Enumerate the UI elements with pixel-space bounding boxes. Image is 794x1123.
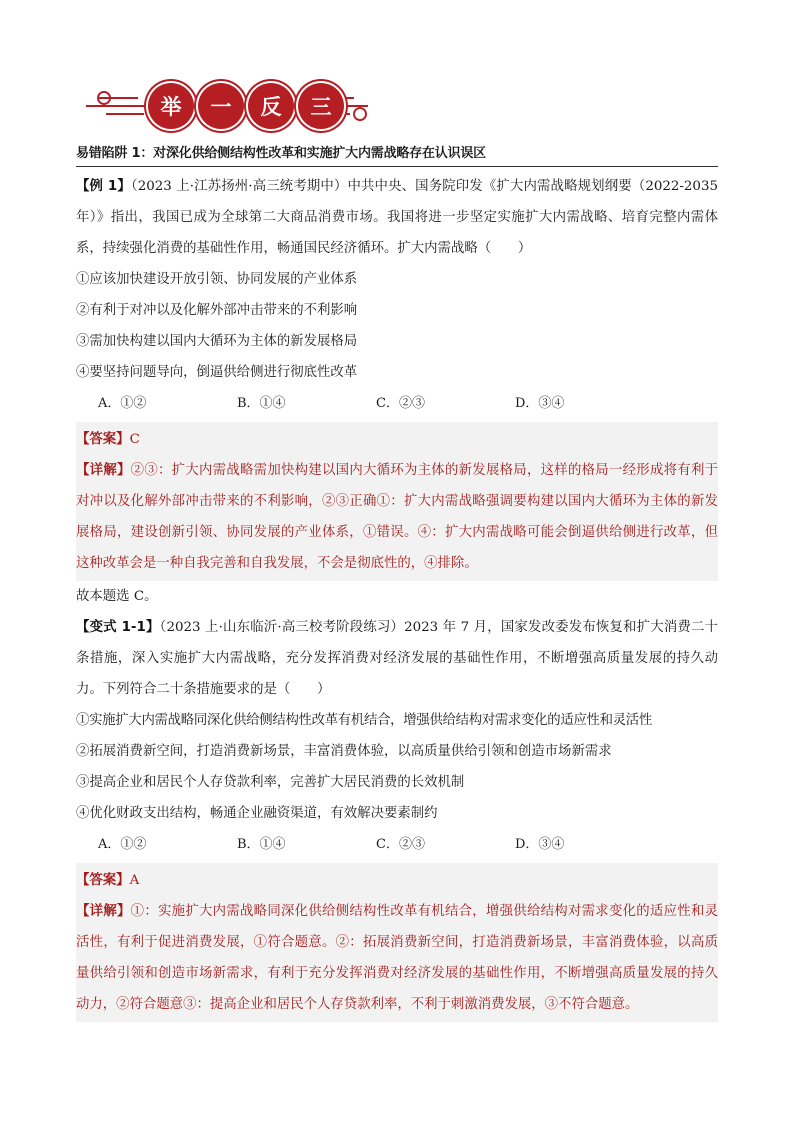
- variant-item-2: ②拓展消费新空间，打造消费新场景，丰富消费体验，以高质量供给引领和创造市场新需求: [76, 744, 612, 759]
- heading-divider: [76, 166, 718, 167]
- example-conclusion: 故本题选 C。: [76, 589, 158, 604]
- title-banner: [76, 78, 718, 134]
- variant-stem: [76, 612, 718, 705]
- variant-item-3: ③提高企业和居民个人存贷款利率，完善扩大居民消费的长效机制: [76, 775, 465, 790]
- example-option-a: A．①②: [98, 396, 147, 411]
- example-option-c: C．②③: [376, 396, 425, 411]
- document-page: [76, 78, 718, 1022]
- example-detail-tag: 【详解】: [76, 463, 131, 478]
- example-option-b: B．①④: [237, 396, 286, 411]
- variant-stem-text: （2023 上·山东临沂·高三校考阶段练习）2023 年 7 月，国家发改委发布恢复和扩大消费二十条措施，深入实施扩大内需战略，充分发挥消费对经济发展的基础性作用，不断增强高质量发展的持久动力。下列符合二十条措施要求的是（ ）: [76, 620, 718, 697]
- variant-option-b: B．①④: [237, 837, 286, 852]
- banner-char-4: 三: [298, 83, 344, 129]
- variant-item-4: ④优化财政支出结构，畅通企业融资渠道，有效解决要素制约: [76, 806, 438, 821]
- example-stem-text: （2023 上·江苏扬州·高三统考期中）中共中央、国务院印发《扩大内需战略规划纲要（2022-2035 年）》指出，我国已成为全球第二大商品消费市场。我国将进一步坚定实施扩大内需战略、培育完整内需体系，持续强化消费的基础性作用，畅通国民经济循环。扩大内需战略（ ）: [76, 179, 718, 256]
- section-heading: 易错陷阱 1：对深化供给侧结构性改革和实施扩大内需战略存在认识误区: [76, 146, 486, 161]
- example-item-1: ①应该加快建设开放引领、协同发展的产业体系: [76, 272, 358, 287]
- example-detail-text: ②③：扩大内需战略需加快构建以国内大循环为主体的新发展格局，这样的格局一经形成将有利于对冲以及化解外部冲击带来的不利影响，②③正确①：扩大内需战略强调要构建以国内大循环为主体的新发展格局，建设创新引领、协同发展的产业体系，①错误。④：扩大内需战略可能会倒逼供给侧进行改革，但这种改革会是一种自我完善和自我发展，不会是彻底性的，④排除。: [76, 463, 719, 571]
- example-stem: [76, 171, 718, 264]
- example-item-4: ④要坚持问题导向，倒逼供给侧进行彻底性改革: [76, 365, 358, 380]
- variant-detail-text: ①：实施扩大内需战略同深化供给侧结构性改革有机结合，增强供给结构对需求变化的适应性和灵活性，有利于促进消费发展，①符合题意。②：拓展消费新空间，打造消费新场景，丰富消费体验，以高质量供给引领和创造市场新需求，有利于充分发挥消费对经济发展的基础性作用，不断增强高质量发展的持久动力，②符合题意③：提高企业和居民个人存贷款利率，不利于刺激消费发展，③不符合题意。: [76, 904, 719, 1012]
- example-options: [76, 388, 718, 420]
- example-answer-block: [76, 422, 718, 581]
- example-option-d: D．③④: [515, 396, 565, 411]
- example-item-2: ②有利于对冲以及化解外部冲击带来的不利影响: [76, 303, 358, 318]
- example-answer-tag: 【答案】: [76, 432, 130, 447]
- variant-options: [76, 829, 718, 861]
- variant-tag: 【变式 1-1】: [76, 620, 160, 635]
- variant-detail: [76, 896, 718, 1020]
- variant-option-a: A．①②: [98, 837, 147, 852]
- variant-item-1: ①实施扩大内需战略同深化供给侧结构性改革有机结合，增强供给结构对需求变化的适应性和灵活性: [76, 713, 652, 728]
- variant-answer-tag: 【答案】: [76, 873, 130, 888]
- example-item-3: ③需加快构建以国内大循环为主体的新发展格局: [76, 334, 358, 349]
- variant-option-d: D．③④: [515, 837, 565, 852]
- banner-char-3: 反: [248, 83, 294, 129]
- variant-answer-value: A: [129, 873, 140, 888]
- variant-detail-tag: 【详解】: [76, 904, 131, 919]
- example-tag: 【例 1】: [76, 179, 131, 194]
- example-detail: [76, 455, 718, 579]
- variant-answer: [76, 865, 718, 896]
- variant-option-c: C．②③: [376, 837, 425, 852]
- example-answer: [76, 424, 718, 455]
- example-answer-value: C: [129, 432, 140, 447]
- banner-char-1: 举: [148, 83, 194, 129]
- banner-char-2: 一: [198, 83, 244, 129]
- variant-answer-block: [76, 863, 718, 1022]
